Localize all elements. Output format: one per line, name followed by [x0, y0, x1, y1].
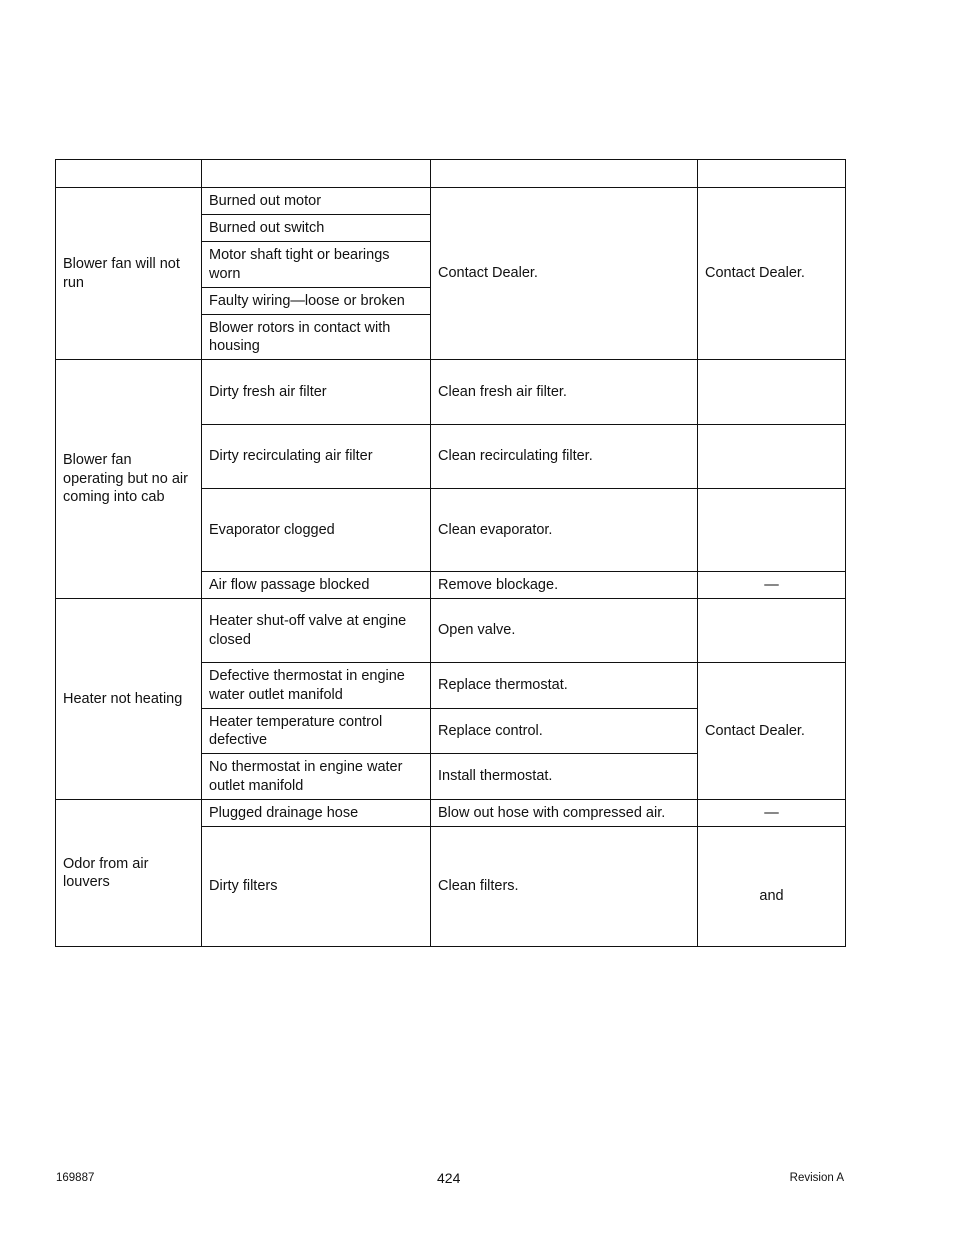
reference-cell [698, 425, 846, 489]
symptom-cell: Heater not heating [56, 599, 202, 800]
reference-cell: — [698, 572, 846, 599]
cause-cell: Dirty recirculating air filter [202, 425, 431, 489]
cause-cell: No thermostat in engine water outlet manifold [202, 754, 431, 800]
symptom-cell: Blower fan operating but no air coming into cab [56, 360, 202, 599]
solution-cell: Contact Dealer. [431, 188, 698, 360]
cause-cell: Dirty filters [202, 827, 431, 947]
solution-cell: Clean filters. [431, 827, 698, 947]
cause-cell: Faulty wiring—loose or broken [202, 288, 431, 315]
solution-cell: Remove blockage. [431, 572, 698, 599]
table-row [56, 599, 846, 663]
cause-cell: Blower rotors in contact with housing [202, 315, 431, 360]
reference-cell [698, 599, 846, 663]
cause-cell: Air flow passage blocked [202, 572, 431, 599]
reference-cell [698, 360, 846, 425]
solution-cell: Replace control. [431, 709, 698, 754]
reference-cell: Contact Dealer. [698, 663, 846, 800]
troubleshooting-table [55, 159, 846, 947]
reference-cell: — [698, 800, 846, 827]
cause-cell: Plugged drainage hose [202, 800, 431, 827]
cause-cell: Heater temperature control defective [202, 709, 431, 754]
symptom-cell: Blower fan will not run [56, 188, 202, 360]
solution-cell: Blow out hose with compressed air. [431, 800, 698, 827]
header-cell-cause [202, 160, 431, 188]
solution-cell: Open valve. [431, 599, 698, 663]
table-row [56, 800, 846, 827]
header-cell-solution [431, 160, 698, 188]
header-cell-problem [56, 160, 202, 188]
reference-cell [698, 489, 846, 572]
footer-page-number: 424 [437, 1170, 461, 1186]
reference-cell: and [698, 827, 846, 947]
solution-cell: Install thermostat. [431, 754, 698, 800]
cause-cell: Motor shaft tight or bearings worn [202, 242, 431, 288]
cause-cell: Defective thermostat in engine water outlet manifold [202, 663, 431, 709]
cause-cell: Dirty fresh air filter [202, 360, 431, 425]
footer-doc-number: 169887 [56, 1172, 95, 1184]
header-cell-refer-to [698, 160, 846, 188]
cause-cell: Burned out motor [202, 188, 431, 215]
footer-revision: Revision A [789, 1172, 844, 1184]
solution-cell: Clean recirculating filter. [431, 425, 698, 489]
reference-cell: Contact Dealer. [698, 188, 846, 360]
cause-cell: Heater shut-off valve at engine closed [202, 599, 431, 663]
table-row [56, 360, 846, 425]
table-row [56, 188, 846, 215]
cause-cell: Evaporator clogged [202, 489, 431, 572]
solution-cell: Clean evaporator. [431, 489, 698, 572]
symptom-cell: Odor from air louvers [56, 800, 202, 947]
solution-cell: Replace thermostat. [431, 663, 698, 709]
table-header-row [56, 160, 846, 188]
cause-cell: Burned out switch [202, 215, 431, 242]
solution-cell: Clean fresh air filter. [431, 360, 698, 425]
